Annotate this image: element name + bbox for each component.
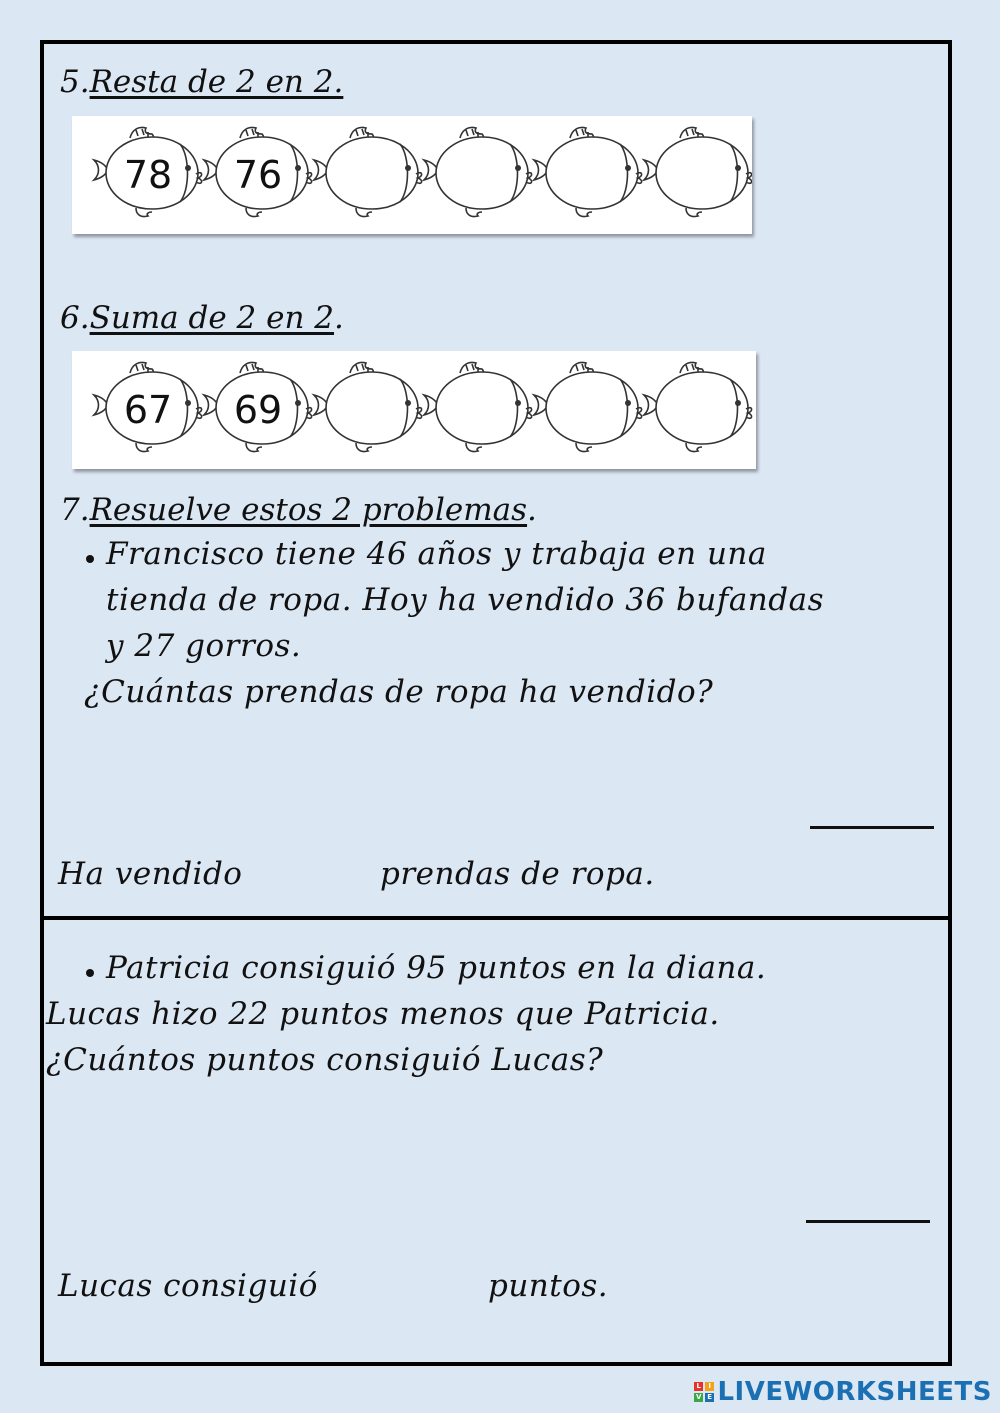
addition-fish-2 <box>204 362 312 451</box>
addition-fish-3[interactable] <box>314 362 422 451</box>
logo-text: LIVEWORKSHEETS <box>717 1377 992 1407</box>
logo-letter-e: E <box>707 1393 713 1401</box>
exercise-6-number: 6. <box>60 300 90 336</box>
fish-strip-addition <box>72 351 756 469</box>
subtraction-fish-4[interactable] <box>424 127 532 216</box>
problem-2-line-1: Patricia consiguió 95 puntos en la diana. <box>106 950 767 986</box>
subtraction-fish-6[interactable] <box>644 127 752 216</box>
exercise-6-heading <box>60 300 344 336</box>
problem-1-line-1: Francisco tiene 46 años y trabaja en una <box>106 536 767 572</box>
exercise-7-title: Resuelve estos 2 problemas <box>89 492 528 528</box>
addition-fish-number: 69 <box>233 388 283 432</box>
logo-icon <box>694 1382 714 1402</box>
subtraction-fish-2 <box>204 127 312 216</box>
bullet-icon <box>86 969 94 977</box>
exercise-7-heading <box>60 492 537 528</box>
bullet-icon <box>86 555 94 563</box>
addition-fish-1 <box>94 362 202 451</box>
exercise-6-title-end: . <box>334 300 344 336</box>
problem-1-line-3: y 27 gorros. <box>106 628 302 664</box>
fish-strip-subtraction <box>72 116 752 234</box>
problem-1-answer-suffix: prendas de ropa. <box>380 856 655 892</box>
problem-2-line-2: Lucas hizo 22 puntos menos que Patricia. <box>46 996 720 1032</box>
logo-letter-l: L <box>694 1382 703 1391</box>
worksheet-frame <box>40 40 952 1366</box>
fish-row-addition <box>72 351 756 469</box>
exercise-5-heading <box>60 64 343 100</box>
addition-fish-5[interactable] <box>534 362 642 451</box>
subtraction-fish-3[interactable] <box>314 127 422 216</box>
answer-blank-problem-1[interactable] <box>810 826 934 829</box>
liveworksheets-logo <box>694 1377 992 1407</box>
addition-fish-6[interactable] <box>644 362 752 451</box>
subtraction-fish-number: 78 <box>123 153 173 197</box>
problem-2-answer-prefix: Lucas consiguió <box>58 1268 318 1304</box>
problem-1-question: ¿Cuántas prendas de ropa ha vendido? <box>84 674 714 710</box>
problem-1-line-2: tienda de ropa. Hoy ha vendido 36 bufandas <box>106 582 825 618</box>
answer-blank-problem-2[interactable] <box>806 1220 930 1223</box>
logo-letter-v: V <box>695 1393 702 1401</box>
exercise-7-title-end: . <box>527 492 537 528</box>
subtraction-fish-1 <box>94 127 202 216</box>
problem-2-answer-suffix: puntos. <box>488 1268 609 1304</box>
section-divider <box>44 916 948 920</box>
addition-fish-4[interactable] <box>424 362 532 451</box>
exercise-5-title: Resta de 2 en 2. <box>89 64 344 100</box>
exercise-7-number: 7. <box>60 492 90 528</box>
exercise-5-number: 5. <box>60 64 90 100</box>
subtraction-fish-number: 76 <box>233 153 283 197</box>
addition-fish-number: 67 <box>123 388 173 432</box>
problem-2-question: ¿Cuántos puntos consiguió Lucas? <box>46 1042 604 1078</box>
fish-row-subtraction <box>72 116 752 234</box>
subtraction-fish-5[interactable] <box>534 127 642 216</box>
problem-1-answer-prefix: Ha vendido <box>58 856 243 892</box>
logo-letter-i: I <box>705 1382 714 1391</box>
exercise-6-title: Suma de 2 en 2 <box>89 300 335 336</box>
